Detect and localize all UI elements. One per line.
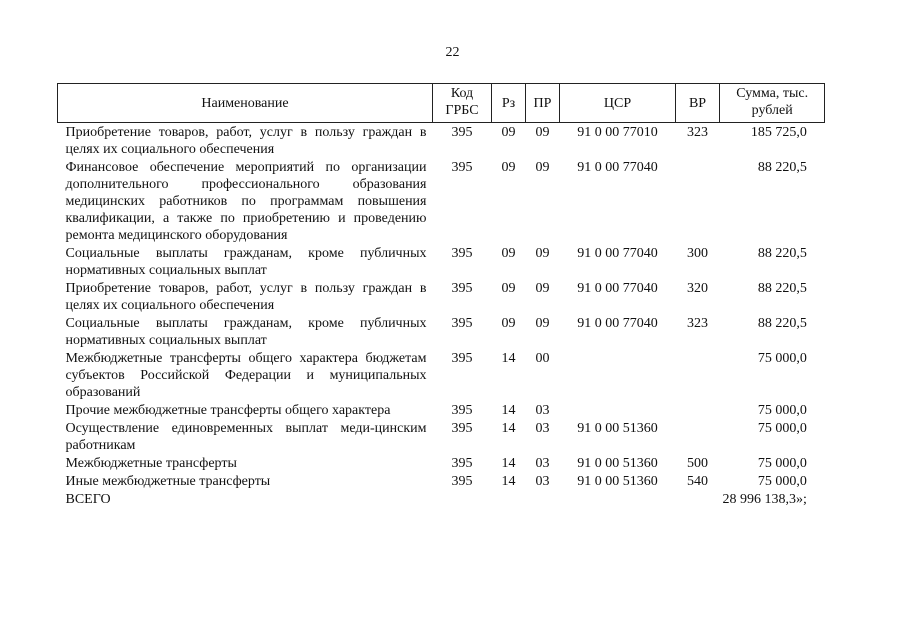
row-sum: 185 725,0 [750, 125, 807, 140]
row-sum: 88 220,5 [757, 160, 807, 175]
row-grbs: 395 [451, 456, 473, 471]
row-rz: 14 [501, 474, 516, 489]
header-pr: ПР [526, 84, 560, 123]
row-csr: 91 0 00 51360 [577, 474, 658, 489]
row-csr: 91 0 00 51360 [577, 456, 658, 471]
row-pr: 09 [535, 160, 550, 175]
row-name: Финансовое обеспечение мероприятий по организации дополнительного профессионального образования медицинских работников по программам повышения квалификации, а также по приобретению и проведению ремонта медицинского оборудования [65, 160, 427, 243]
row-sum: 75 000,0 [757, 351, 807, 366]
row-csr [560, 401, 676, 419]
row-name: Приобретение товаров, работ, услуг в пользу граждан в целях их социального обеспечения [65, 281, 427, 313]
table-header-row [58, 84, 825, 123]
header-vr: ВР [676, 84, 720, 123]
row-rz: 09 [501, 246, 516, 261]
row-sum: 88 220,5 [757, 246, 807, 261]
total-sum: 28 996 138,3»; [722, 492, 807, 507]
table-row [58, 279, 825, 314]
row-name: Прочие межбюджетные трансферты общего характера [65, 403, 391, 418]
table-row [58, 244, 825, 279]
row-pr: 00 [535, 351, 550, 366]
header-name: Наименование [58, 84, 433, 123]
row-pr: 03 [535, 474, 550, 489]
row-vr: 323 [687, 125, 708, 140]
row-rz: 14 [501, 421, 516, 436]
row-sum: 75 000,0 [757, 421, 807, 436]
row-rz: 14 [501, 403, 516, 418]
row-pr: 09 [535, 246, 550, 261]
row-rz: 14 [501, 351, 516, 366]
row-rz: 09 [501, 316, 516, 331]
row-sum: 75 000,0 [757, 474, 807, 489]
row-vr [676, 349, 720, 401]
row-pr: 03 [535, 421, 550, 436]
row-vr: 300 [687, 246, 708, 261]
row-grbs: 395 [451, 246, 473, 261]
row-vr [676, 158, 720, 244]
row-sum: 75 000,0 [757, 456, 807, 471]
table-row [58, 158, 825, 244]
row-vr [676, 401, 720, 419]
row-csr: 91 0 00 77040 [577, 246, 658, 261]
row-csr [560, 349, 676, 401]
row-csr: 91 0 00 51360 [577, 421, 658, 436]
header-rz: Рз [492, 84, 526, 123]
header-grbs: Код ГРБС [433, 84, 492, 123]
row-grbs: 395 [451, 421, 473, 436]
row-grbs: 395 [451, 281, 473, 296]
row-csr: 91 0 00 77040 [577, 160, 658, 175]
row-rz: 09 [501, 125, 516, 140]
row-csr: 91 0 00 77040 [577, 281, 658, 296]
row-name: Приобретение товаров, работ, услуг в пользу граждан в целях их социального обеспечения [65, 125, 427, 157]
table-row [58, 123, 825, 159]
row-sum: 88 220,5 [757, 316, 807, 331]
table-row [58, 472, 825, 490]
row-vr: 323 [687, 316, 708, 331]
total-label: ВСЕГО [65, 492, 111, 507]
table-row [58, 349, 825, 401]
row-grbs: 395 [451, 474, 473, 489]
row-sum: 88 220,5 [757, 281, 807, 296]
row-pr: 09 [535, 125, 550, 140]
row-sum: 75 000,0 [757, 403, 807, 418]
row-pr: 09 [535, 281, 550, 296]
row-csr: 91 0 00 77010 [577, 125, 658, 140]
row-rz: 14 [501, 456, 516, 471]
row-pr: 03 [535, 403, 550, 418]
row-pr: 09 [535, 316, 550, 331]
row-name: Социальные выплаты гражданам, кроме публичных нормативных социальных выплат [65, 246, 427, 278]
row-name: Межбюджетные трансферты [65, 456, 237, 471]
page-number: 22 [445, 45, 460, 60]
total-row [58, 490, 825, 508]
table-row [58, 314, 825, 349]
row-grbs: 395 [451, 316, 473, 331]
row-vr: 540 [687, 474, 708, 489]
row-vr: 500 [687, 456, 708, 471]
table-row [58, 401, 825, 419]
row-name: Осуществление единовременных выплат меди-цинским работникам [65, 421, 427, 453]
row-name: Иные межбюджетные трансферты [65, 474, 271, 489]
row-name: Межбюджетные трансферты общего характера бюджетам субъектов Российской Федерации и муниципальных образований [65, 351, 427, 400]
row-vr [676, 419, 720, 454]
table-row [58, 454, 825, 472]
row-rz: 09 [501, 281, 516, 296]
row-vr: 320 [687, 281, 708, 296]
row-grbs: 395 [451, 403, 473, 418]
budget-table [57, 83, 825, 508]
row-name: Социальные выплаты гражданам, кроме публичных нормативных социальных выплат [65, 316, 427, 348]
table-row [58, 419, 825, 454]
header-sum: Сумма, тыс. рублей [720, 84, 825, 123]
row-grbs: 395 [451, 125, 473, 140]
header-csr: ЦСР [560, 84, 676, 123]
row-grbs: 395 [451, 160, 473, 175]
row-rz: 09 [501, 160, 516, 175]
row-pr: 03 [535, 456, 550, 471]
row-csr: 91 0 00 77040 [577, 316, 658, 331]
row-grbs: 395 [451, 351, 473, 366]
